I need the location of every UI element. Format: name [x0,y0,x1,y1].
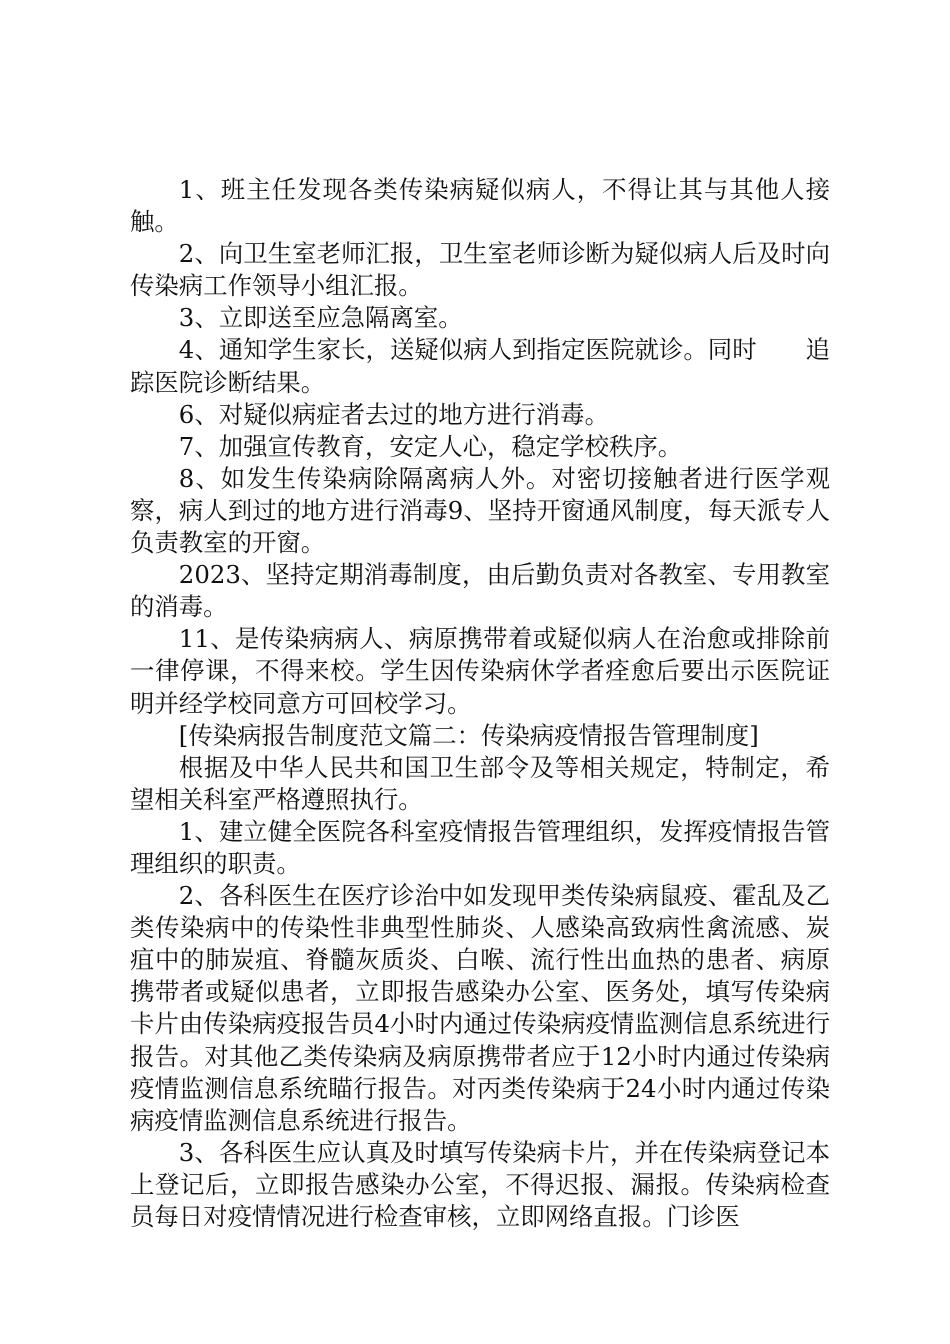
paragraph: 2023、坚持定期消毒制度，由后勤负责对各教室、专用教室的消毒。 [130,560,830,622]
paragraph: 2、各科医生在医疗诊治中如发现甲类传染病鼠疫、霍乱及乙类传染病中的传染性非典型性肺炎、人感染高致病性禽流感、炭疽中的肺炭疽、脊髓灰质炎、白喉、流行性出血热的患者、病原携带者或疑似患者，立即报告感染办公室、医务处，填写传染病卡片由传染病疫报告员4小时内通过传染病疫情监测信息系统进行报告。对其他乙类传染病及病原携带者应于12小时内通过传染病疫情监测信息系统瞄行报告。对丙类传染病于24小时内通过传染病疫情监测信息系统进行报告。 [130,881,830,1135]
paragraph: 3、立即送至应急隔离室。 [178,303,463,333]
paragraph: 4、通知学生家长，送疑似病人到指定医院就诊。同时 追踪医院诊断结果。 [130,335,830,397]
paragraph: 6、对疑似病症者去过的地方进行消毒。 [178,399,609,429]
paragraph: 根据及中华人民共和国卫生部令及等相关规定，特制定，希望相关科室严格遵照执行。 [130,752,830,814]
paragraph: 7、加强宣传教育，安定人心，稳定学校秩序。 [178,431,683,461]
document-body [130,174,830,1233]
paragraph: 2、向卫生室老师汇报，卫生室老师诊断为疑似病人后及时向传染病工作领导小组汇报。 [130,239,830,301]
paragraph: 8、如发生传染病除隔离病人外。对密切接触者进行医学观察，病人到过的地方进行消毒9、坚持开窗通风制度，每天派专人负责教室的开窗。 [130,463,830,558]
paragraph: 1、班主任发现各类传染病疑似病人，不得让其与其他人接触。 [130,175,830,237]
section-heading: [传染病报告制度范文篇二：传染病疫情报告管理制度] [178,720,759,750]
paragraph: 11、是传染病病人、病原携带着或疑似病人在治愈或排除前一律停课，不得来校。学生因传染病休学者痊愈后要出示医院证明并经学校同意方可回校学习。 [130,624,830,718]
paragraph: 3、各科医生应认真及时填写传染病卡片，并在传染病登记本上登记后，立即报告感染办公室，不得迟报、漏报。传染病检查员每日对疫情情况进行检查审核，立即网络直报。门诊医 [130,1137,830,1231]
paragraph: 1、建立健全医院各科室疫情报告管理组织，发挥疫情报告管理组织的职责。 [130,816,830,878]
